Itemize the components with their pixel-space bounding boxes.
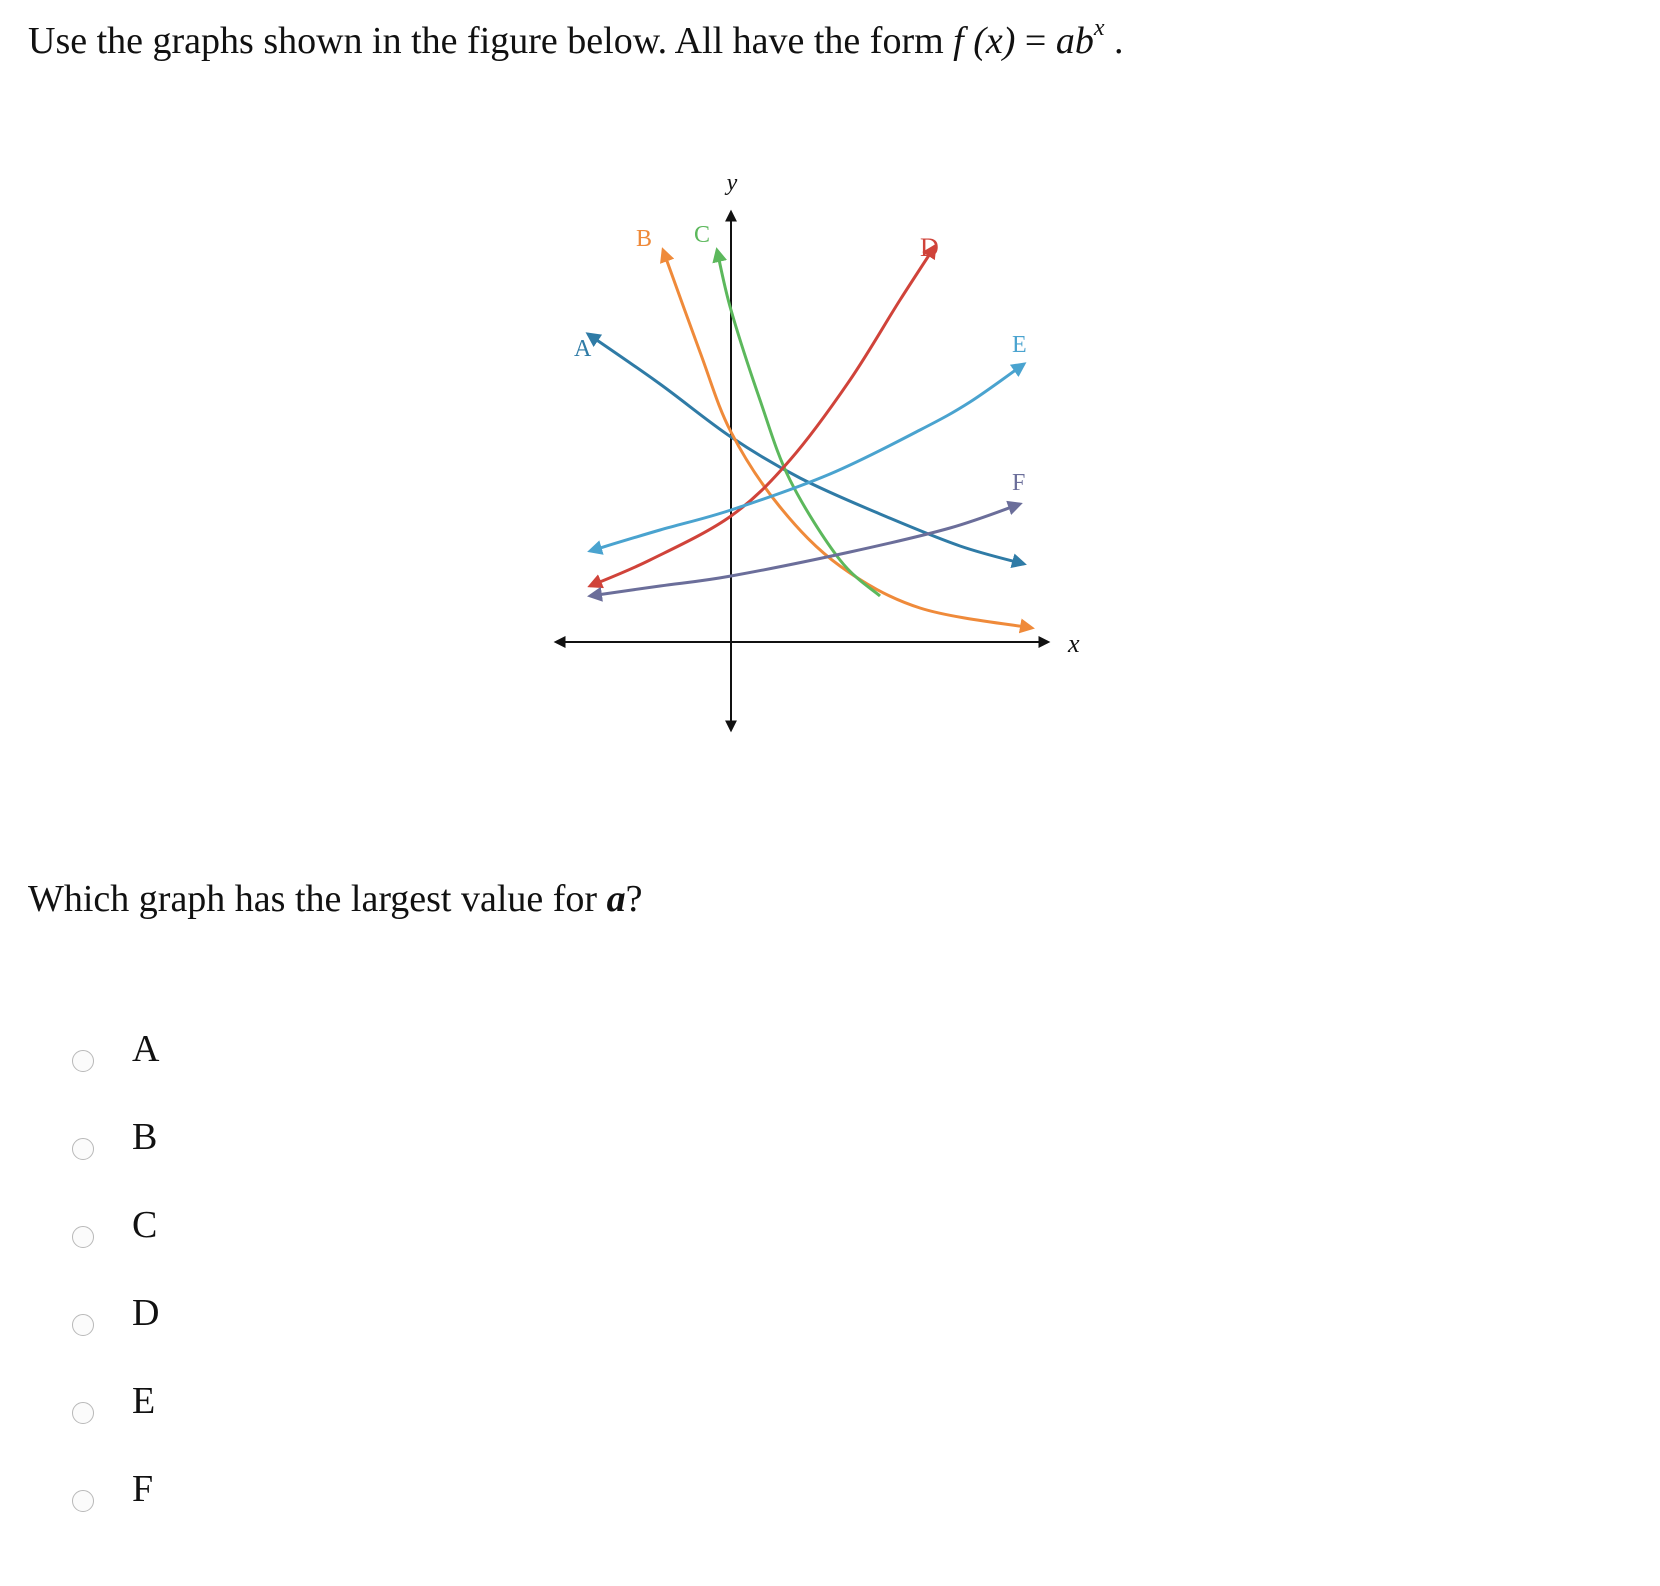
radio-button[interactable] — [72, 1314, 94, 1336]
curves-group — [574, 222, 1032, 628]
formula-rhs: ab — [1055, 20, 1094, 62]
curve-f — [590, 504, 1020, 596]
curve-label-f: F — [1012, 470, 1026, 496]
curve-label-b: B — [636, 226, 653, 252]
question-text — [28, 872, 642, 926]
option-b[interactable] — [72, 1114, 312, 1184]
curve-label-d: D — [920, 233, 939, 262]
option-label: C — [132, 1204, 158, 1246]
option-label: D — [132, 1292, 160, 1334]
option-label: B — [132, 1116, 158, 1158]
formula-lhs: f (x) — [953, 20, 1016, 62]
curve-e — [590, 364, 1024, 551]
radio-button[interactable] — [72, 1138, 94, 1160]
option-f[interactable] — [72, 1466, 312, 1536]
question-prompt — [28, 14, 1123, 68]
curve-label-c: C — [694, 222, 711, 248]
question-end: ? — [625, 878, 643, 920]
curve-b — [663, 250, 1032, 628]
curve-label-e: E — [1012, 332, 1027, 358]
option-label: E — [132, 1380, 156, 1422]
radio-button[interactable] — [72, 1226, 94, 1248]
option-a[interactable] — [72, 1026, 312, 1096]
y-axis-label: y — [726, 170, 738, 196]
graph-svg — [540, 160, 1140, 800]
question-variable: a — [606, 878, 626, 920]
option-label: A — [132, 1028, 160, 1070]
curve-label-a: A — [574, 336, 592, 362]
radio-button[interactable] — [72, 1402, 94, 1424]
prompt-text: Use the graphs shown in the figure below. All have the form — [28, 20, 954, 62]
radio-button[interactable] — [72, 1050, 94, 1072]
radio-button[interactable] — [72, 1490, 94, 1512]
option-label: F — [132, 1468, 154, 1510]
curve-a — [588, 334, 1024, 564]
exponential-graphs-figure — [540, 160, 1140, 800]
option-e[interactable] — [72, 1378, 312, 1448]
formula-exponent: x — [1093, 15, 1105, 41]
formula-equals: = — [1015, 20, 1056, 62]
formula — [953, 15, 1105, 62]
question-main: Which graph has the largest value for — [28, 878, 607, 920]
option-d[interactable] — [72, 1290, 312, 1360]
formula-period: . — [1104, 20, 1124, 62]
curve-c — [717, 250, 880, 596]
x-axis-label: x — [1068, 629, 1080, 658]
option-c[interactable] — [72, 1202, 312, 1272]
